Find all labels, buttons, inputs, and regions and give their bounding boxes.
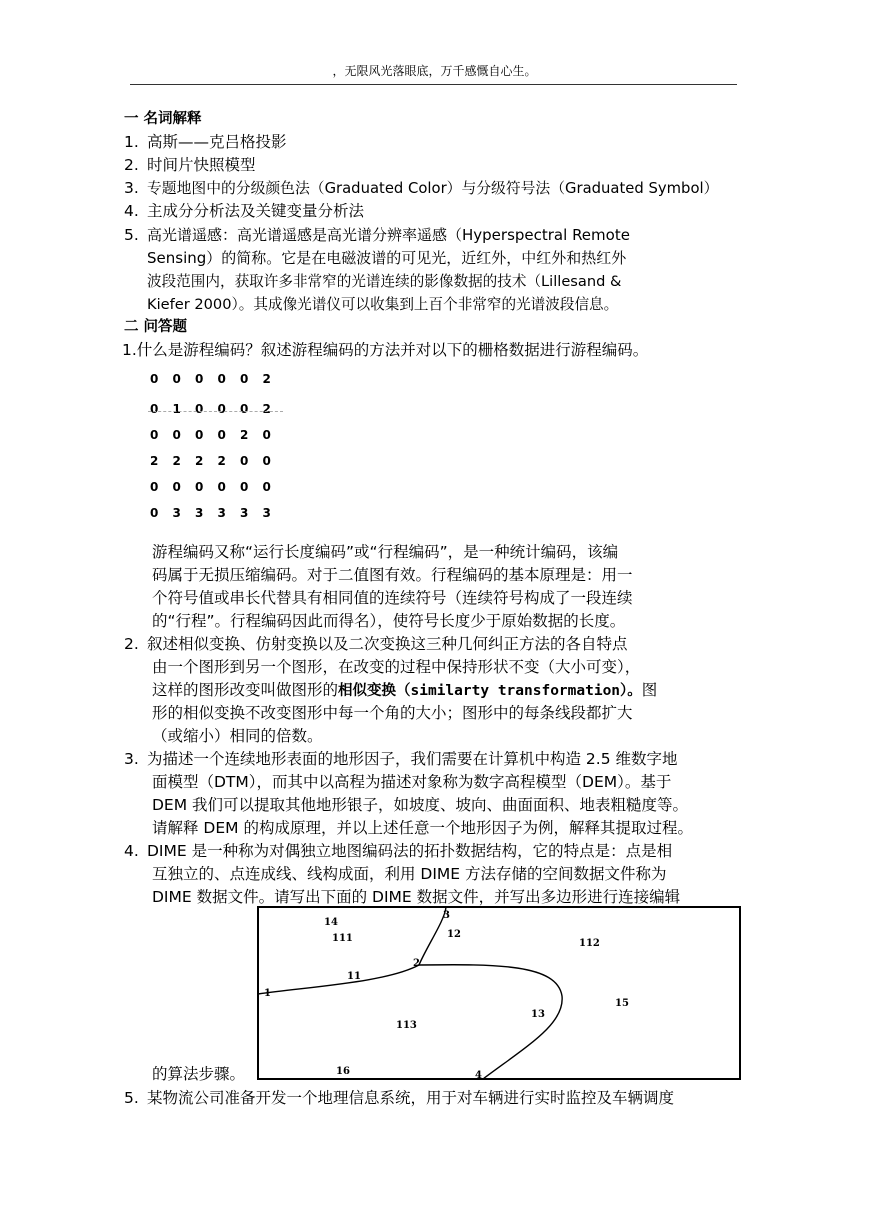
edge-15-label: 15 [615, 998, 629, 1009]
grid-cell: 0 [217, 402, 226, 416]
edge-13-label: 13 [531, 1009, 545, 1020]
edge-11-label: 11 [347, 971, 361, 982]
list-item-number: 5. [124, 226, 139, 244]
answer-paragraph-line: 游程编码又称“运行长度编码”或“行程编码”，是一种统计编码，该编 [152, 543, 619, 561]
node-1-label: 1 [264, 988, 271, 999]
list-item-continuation: Sensing）的简称。它是在电磁波谱的可见光，近红外，中红外和热红外 [147, 249, 627, 267]
polygon-112-label: 112 [579, 938, 600, 949]
page-header: ，无限风光落眼底，万千感慨自心生。 [332, 64, 537, 78]
list-item-number: 2. [124, 635, 139, 653]
list-item-number: 3. [124, 179, 139, 197]
edge-16-label: 16 [336, 1066, 350, 1077]
grid-cell: 0 [172, 372, 181, 386]
grid-cell: 0 [172, 480, 181, 494]
grid-cell: 0 [195, 480, 204, 494]
grid-cell: 0 [172, 428, 181, 442]
grid-cell: 2 [150, 454, 159, 468]
edge-12-label: 12 [447, 929, 461, 940]
list-item: 高光谱遥感：高光谱遥感是高光谱分辨率遥感（Hyperspectral Remote [147, 226, 630, 244]
list-item: 主成分分析法及关键变量分析法 [147, 202, 365, 220]
grid-cell: 3 [195, 506, 204, 520]
grid-cell: 0 [217, 480, 226, 494]
answer-text: 图 [641, 681, 658, 699]
answer-paragraph-line: 由一个图形到另一个图形，在改变的过程中保持形状不变（大小可变）， [152, 658, 641, 676]
grid-cell: 0 [195, 428, 204, 442]
scan-artifact-line [148, 411, 283, 412]
figure-border [258, 907, 740, 1079]
grid-cell: 2 [262, 402, 271, 416]
grid-cell: 2 [172, 454, 181, 468]
question-4-tail: 的算法步骤。 [152, 1065, 246, 1083]
question-3-continuation: 面模型（DTM），而其中以高程为描述对象称为数字高程模型（DEM）。基于 [152, 773, 672, 791]
list-item-number: 2. [124, 156, 139, 174]
grid-cell: 0 [240, 372, 249, 386]
grid-cell: 3 [172, 506, 181, 520]
grid-row [150, 506, 285, 520]
grid-cell: 0 [217, 372, 226, 386]
question-3: 为描述一个连续地形表面的地形因子，我们需要在计算机中构造 2.5 维数字地 [147, 750, 678, 768]
grid-row [150, 480, 285, 494]
grid-cell: 1 [172, 402, 181, 416]
grid-cell: 0 [195, 402, 204, 416]
answer-bold-term: 相似变换（similarty transformation）。 [338, 683, 642, 699]
grid-cell: 0 [262, 454, 271, 468]
answer-text: 这样的图形改变叫做图形的 [152, 681, 339, 699]
list-item-continuation: Kiefer 2000）。其成像光谱仪可以收集到上百个非常窄的光谱波段信息。 [147, 296, 619, 313]
dime-figure [257, 906, 741, 1080]
grid-cell: 0 [150, 480, 159, 494]
polygon-113-label: 113 [396, 1020, 417, 1031]
grid-cell: 0 [150, 506, 159, 520]
list-item: 高斯——克吕格投影 [147, 133, 287, 151]
list-item-continuation: 波段范围内，获取许多非常窄的光谱连续的影像数据的技术（Lillesand & [147, 273, 622, 290]
grid-cell: 2 [195, 454, 204, 468]
list-item-number: 5. [124, 1089, 139, 1107]
grid-row [150, 428, 285, 442]
list-item-number: 4. [124, 842, 139, 860]
section2-title: 二 问答题 [124, 319, 188, 335]
list-item-number: 4. [124, 202, 139, 220]
grid-cell: 3 [217, 506, 226, 520]
question-3-continuation: 请解释 DEM 的构成原理，并以上述任意一个地形因子为例，解释其提取过程。 [152, 819, 693, 837]
answer-paragraph-line: （或缩小）相同的倍数。 [152, 727, 323, 745]
answer-paragraph-line: 形的相似变换不改变图形中每一个角的大小；图形中的每条线段都扩大 [152, 704, 633, 722]
grid-cell: 0 [262, 428, 271, 442]
question-3-continuation: DEM 我们可以提取其他地形银子，如坡度、坡向、曲面面积、地表粗糙度等。 [152, 796, 689, 814]
grid-cell: 2 [262, 372, 271, 386]
grid-cell: 2 [240, 428, 249, 442]
grid-cell: 3 [262, 506, 271, 520]
list-item: 专题地图中的分级颜色法（Graduated Color）与分级符号法（Graduated Symbol） [147, 180, 719, 197]
edge-14-label: 14 [324, 917, 338, 928]
question-4: DIME 是一种称为对偶独立地图编码法的拓扑数据结构，它的特点是：点是相 [147, 842, 673, 860]
grid-cell: 0 [150, 402, 159, 416]
answer-paragraph-line: 的“行程”。行程编码因此而得名），使符号长度少于原始数据的长度。 [152, 612, 626, 630]
question-1: 1.什么是游程编码？叙述游程编码的方法并对以下的栅格数据进行游程编码。 [122, 341, 649, 359]
node-3-label: 3 [443, 910, 450, 921]
grid-row [150, 454, 285, 468]
grid-cell: 0 [240, 480, 249, 494]
question-4-continuation: DIME 数据文件。请写出下面的 DIME 数据文件，并写出多边形进行连接编辑 [152, 888, 681, 906]
grid-cell: 3 [240, 506, 249, 520]
polygon-111-label: 111 [332, 933, 353, 944]
grid-cell: 0 [150, 428, 159, 442]
list-item: 时间片快照模型 [147, 156, 256, 174]
answer-paragraph-line [152, 679, 657, 703]
node-2-label: 2 [413, 958, 420, 969]
grid-cell: 0 [150, 372, 159, 386]
section1-title: 一 名词解释 [124, 111, 202, 127]
grid-cell: 2 [217, 454, 226, 468]
node-4-label: 4 [475, 1070, 482, 1080]
question-4-continuation: 互独立的、点连成线、线构成面，利用 DIME 方法存储的空间数据文件称为 [152, 865, 667, 883]
grid-row [150, 372, 285, 386]
answer-paragraph-line: 个符号值或串长代替具有相同值的连续符号（连续符号构成了一段连续 [152, 589, 633, 607]
answer-paragraph-line: 码属于无损压缩编码。对于二值图有效。行程编码的基本原理是：用一 [152, 566, 633, 584]
header-divider [130, 84, 737, 85]
grid-cell: 0 [217, 428, 226, 442]
grid-cell: 0 [262, 480, 271, 494]
list-item-number: 3. [124, 750, 139, 768]
list-item-number: 1. [124, 133, 139, 151]
grid-row [150, 402, 285, 416]
question-2: 叙述相似变换、仿射变换以及二次变换这三种几何纠正方法的各自特点 [147, 635, 628, 653]
grid-cell: 0 [240, 402, 249, 416]
grid-cell: 0 [240, 454, 249, 468]
question-5: 某物流公司准备开发一个地理信息系统，用于对车辆进行实时监控及车辆调度 [147, 1089, 675, 1107]
grid-cell: 0 [195, 372, 204, 386]
